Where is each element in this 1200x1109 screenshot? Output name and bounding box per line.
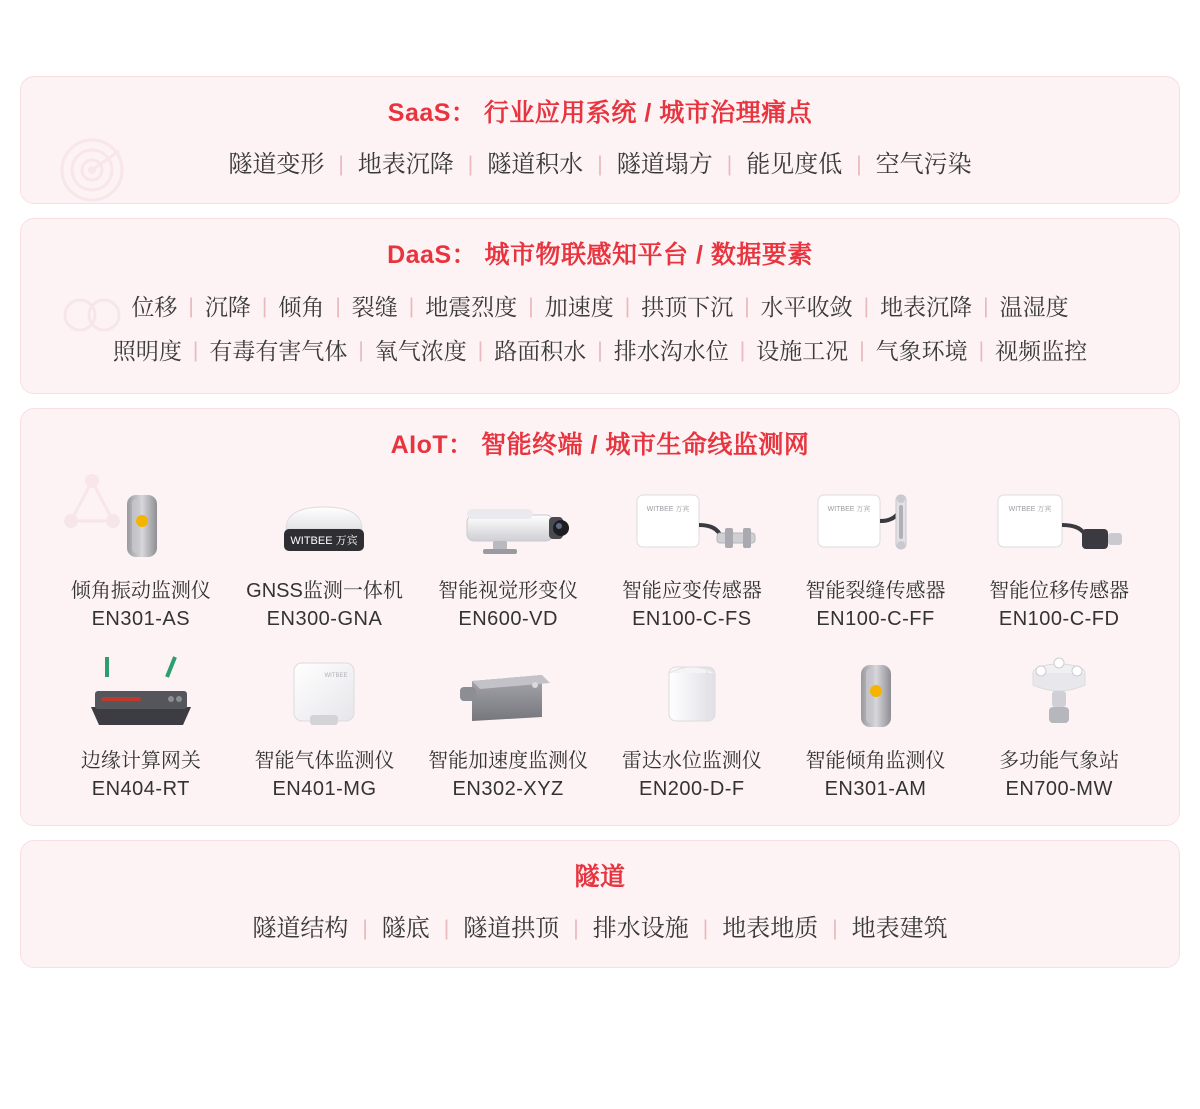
device-item[interactable] [967,481,1151,633]
separator: | [192,339,199,362]
device-model: EN600-VD [458,608,558,630]
vision-camera-icon [433,481,583,567]
weather-station-icon [1011,651,1107,737]
device-model: EN100-C-FF [816,608,935,630]
separator: | [726,153,733,176]
device-item[interactable] [49,651,233,803]
device-item[interactable] [233,651,417,803]
device-model: EN302-XYZ [452,778,564,800]
saas-tag: 空气污染 [875,151,972,178]
separator: | [477,339,484,362]
separator: | [597,153,603,176]
scene-tag: 隧道拱顶 [463,915,560,942]
device-item[interactable] [416,481,600,633]
device-grid [39,475,1161,809]
edge-gateway-icon [71,651,211,737]
gnss-receiver-icon [264,481,384,567]
separator: | [983,295,989,318]
device-model: EN301-AS [91,608,191,630]
separator: | [702,917,709,940]
separator: | [597,339,603,362]
scene-tag: 地表建筑 [851,915,948,942]
separator: | [443,917,450,940]
daas-tag: 照明度 [112,338,182,364]
scene-tag: 隧底 [381,915,430,942]
daas-title: DaaS： 城市物联感知平台 / 数据要素 [387,241,813,269]
device-item[interactable] [784,481,968,633]
separator: | [832,917,838,940]
device-name: 智能应变传感器 [621,580,762,602]
saas-tag: 隧道积水 [487,151,584,178]
crack-sensor-icon [800,481,950,567]
saas-tag: 隧道塌方 [616,151,713,178]
daas-tag: 排水沟水位 [613,338,729,364]
device-name: 智能位移传感器 [989,580,1130,602]
separator: | [261,295,268,318]
device-name: 智能气体监测仪 [254,750,395,772]
device-name: 智能倾角监测仪 [805,750,946,772]
daas-tag: 沉降 [204,294,251,320]
displacement-sensor-icon [984,481,1134,567]
daas-card [20,218,1180,394]
scene-body [21,907,1179,967]
saas-title: SaaS： 行业应用系统 / 城市治理痛点 [387,99,813,127]
device-item[interactable] [416,651,600,803]
device-name: 雷达水位监测仪 [621,750,762,772]
aiot-body [21,475,1179,825]
device-model: EN401-MG [272,778,377,800]
separator: | [335,295,341,318]
daas-tag: 路面积水 [494,338,587,364]
device-name: 智能裂缝传感器 [805,580,946,602]
device-name: 边缘计算网关 [80,750,201,772]
daas-tag: 水平收敛 [760,294,853,320]
device-item[interactable] [49,481,233,633]
saas-tag: 地表沉降 [357,151,454,178]
daas-tag: 氧气浓度 [374,338,467,364]
device-item[interactable] [600,651,784,803]
saas-tag: 隧道变形 [228,151,325,178]
separator: | [739,339,746,362]
separator: | [744,295,750,318]
saas-tag-row [39,143,1161,187]
daas-tag: 设施工况 [756,338,849,364]
device-model: EN700-MW [1005,778,1113,800]
separator: | [978,339,985,362]
daas-tag: 地震烈度 [425,294,518,320]
separator: | [856,153,862,176]
daas-tag: 裂缝 [351,294,398,320]
svg-text:WITBEE 万宾: WITBEE 万宾 [646,506,690,513]
device-model: EN404-RT [91,778,190,800]
tilt-sensor-icon [836,651,914,737]
separator: | [467,153,474,176]
daas-tag-row-2 [39,329,1161,373]
aiot-title: AIoT： 智能终端 / 城市生命线监测网 [390,431,810,459]
scene-title: 隧道 [574,863,626,891]
saas-tag: 能见度低 [746,151,843,178]
device-item[interactable] [784,651,968,803]
separator: | [188,295,194,318]
saas-body [21,143,1179,203]
scene-tag-row [39,907,1161,951]
separator: | [362,917,368,940]
daas-tag: 视频监控 [995,338,1088,364]
svg-text:WITBEE: WITBEE [324,673,348,679]
radar-water-level-icon [637,651,747,737]
separator: | [338,153,344,176]
separator: | [573,917,579,940]
accelerometer-icon [438,651,578,737]
tilt-vibration-sensor-icon [102,481,180,567]
daas-tag: 气象环境 [875,338,968,364]
strain-sensor-icon [617,481,767,567]
daas-tag: 倾角 [278,294,325,320]
device-item[interactable] [967,651,1151,803]
device-model: EN300-GNA [266,608,383,630]
daas-tag-row-1 [39,285,1161,329]
scene-tag: 隧道结构 [252,915,349,942]
scene-tag: 地表地质 [722,915,819,942]
daas-tag: 加速度 [544,294,614,320]
saas-card [20,76,1180,204]
daas-tag: 有毒有害气体 [209,338,348,364]
device-name: 倾角振动监测仪 [70,580,211,602]
scene-card [20,840,1180,968]
device-item[interactable] [233,481,417,633]
daas-body [21,285,1179,393]
svg-text:WITBEE 万宾: WITBEE 万宾 [828,506,871,513]
device-name: 多功能气象站 [999,750,1120,772]
scene-tag: 排水设施 [592,915,689,942]
device-name: 智能视觉形变仪 [438,580,579,602]
separator: | [408,295,415,318]
aiot-card [20,408,1180,826]
daas-tag: 温湿度 [999,294,1069,320]
daas-tag: 地表沉降 [880,294,973,320]
daas-tag: 拱顶下沉 [641,294,734,320]
separator: | [358,339,364,362]
device-name: GNSS监测一体机 [246,580,403,602]
device-name: 智能加速度监测仪 [428,750,589,772]
gas-monitor-icon [264,651,384,737]
device-model: EN200-D-F [639,778,745,800]
svg-text:WITBEE 万宾: WITBEE 万宾 [1008,506,1052,513]
svg-text:WITBEE 万宾: WITBEE 万宾 [290,535,359,547]
device-item[interactable] [600,481,784,633]
separator: | [859,339,865,362]
separator: | [624,295,631,318]
device-model: EN100-C-FS [632,608,752,630]
daas-tag: 位移 [131,294,178,320]
device-model: EN100-C-FD [998,608,1120,630]
separator: | [863,295,870,318]
device-model: EN301-AM [824,778,927,800]
separator: | [528,295,534,318]
